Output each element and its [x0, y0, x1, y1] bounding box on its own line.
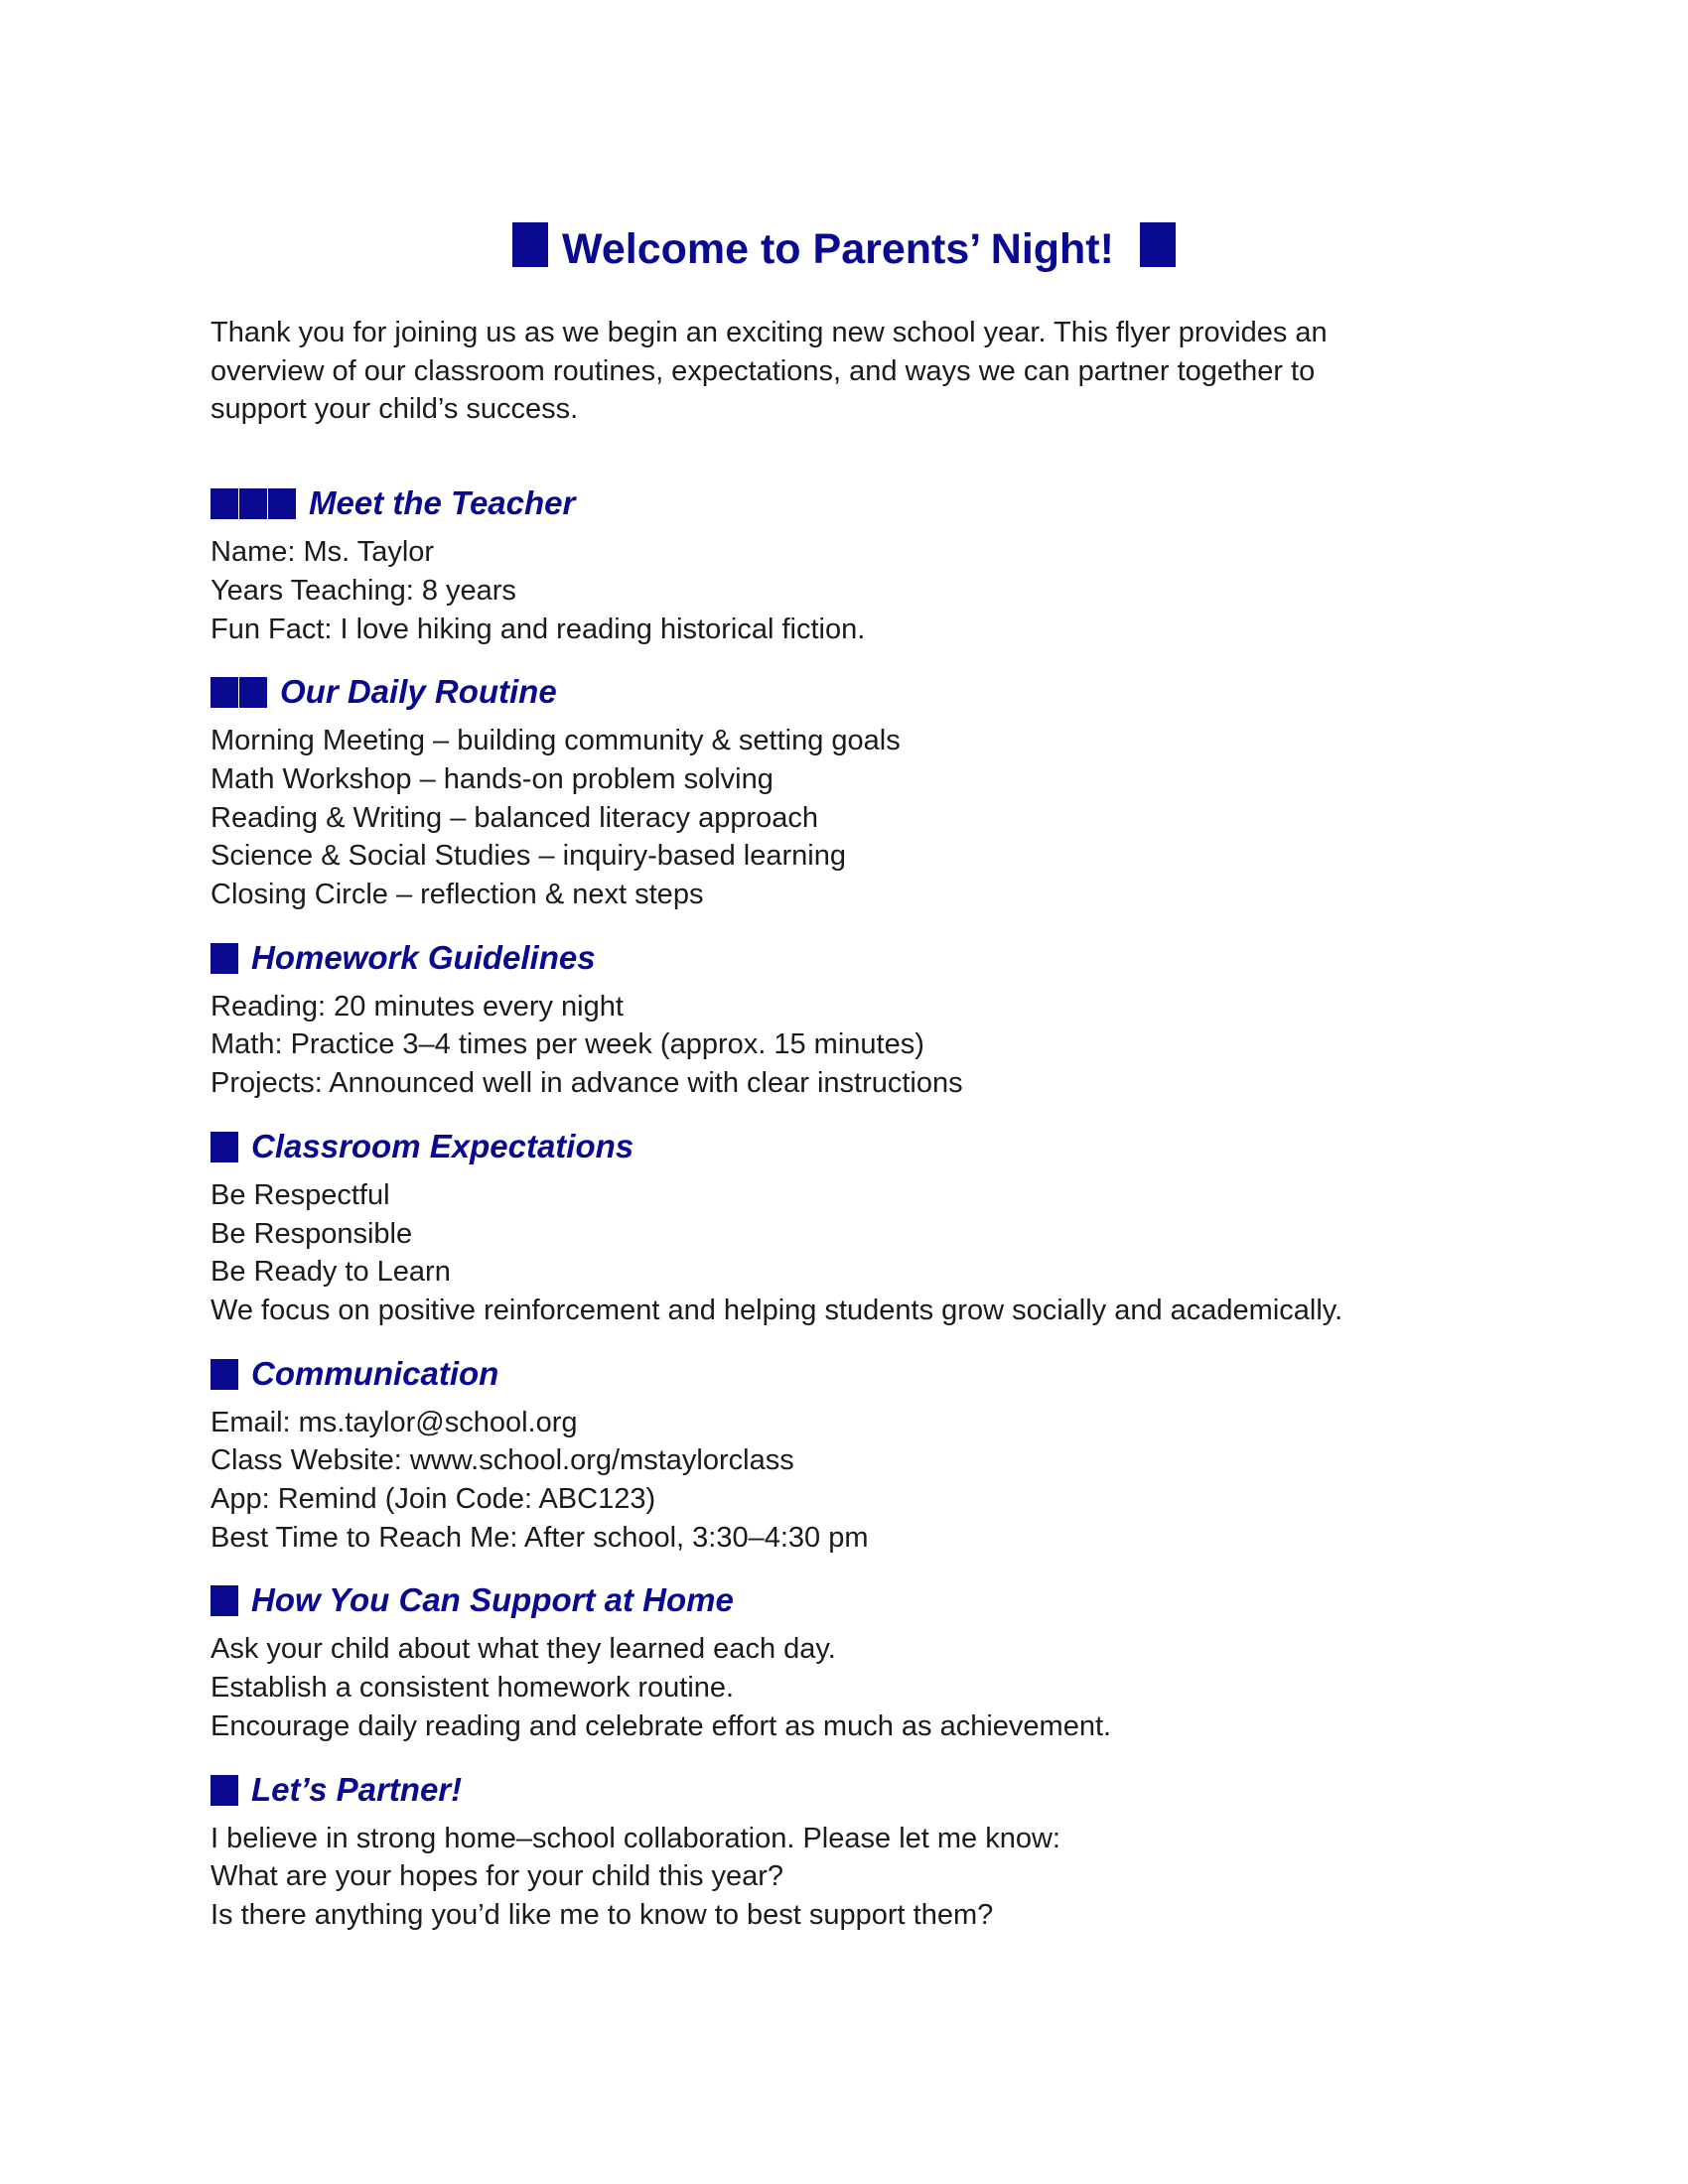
- section-body-line: What are your hopes for your child this year?: [211, 1860, 784, 1893]
- heading-emoji-boxes: [211, 484, 297, 521]
- section-heading: [211, 1768, 1477, 1812]
- section-body: [211, 988, 1477, 1103]
- heading-emoji-boxes: [211, 673, 268, 710]
- emoji-box-icon: [211, 943, 238, 974]
- emoji-box-icon: [211, 1359, 238, 1390]
- section-body-line: Ask your child about what they learned each day.: [211, 1633, 836, 1666]
- section-body-line: Morning Meeting – building community & setting goals: [211, 725, 901, 757]
- section-body-line: Establish a consistent homework routine.: [211, 1672, 735, 1705]
- section-body: [211, 533, 1477, 648]
- section-heading-text: Classroom Expectations: [251, 1127, 634, 1164]
- emoji-box-icon: [211, 1132, 238, 1162]
- title-trailing-emoji-boxes: [1114, 225, 1176, 273]
- section-body-line: Science & Social Studies – inquiry-based learning: [211, 840, 846, 873]
- section-body-line: Email: ms.taylor@school.org: [211, 1406, 578, 1438]
- intro-paragraph: [211, 314, 1477, 429]
- section-body-line: Be Responsible: [211, 1217, 413, 1250]
- section-body: [211, 722, 1477, 914]
- heading-emoji-boxes: [211, 1771, 239, 1808]
- section-body-line: Math Workshop – hands-on problem solving: [211, 762, 774, 795]
- emoji-box-icon: [512, 222, 548, 267]
- section-body-line: I believe in strong home–school collaboration. Please let me know:: [211, 1822, 1060, 1854]
- intro-line: overview of our classroom routines, expectations, and ways we can partner together to: [211, 354, 1316, 387]
- section: [211, 1578, 1477, 1745]
- section: [211, 936, 1477, 1103]
- section-body-line: Reading: 20 minutes every night: [211, 990, 624, 1023]
- section-body-line: Be Respectful: [211, 1178, 390, 1211]
- document-title-text: Welcome to Parents’ Night!: [562, 225, 1114, 273]
- section-heading: [211, 936, 1477, 980]
- section: [211, 1125, 1477, 1330]
- section-body-line: Name: Ms. Taylor: [211, 536, 435, 569]
- emoji-box-icon: [239, 488, 267, 519]
- section-body-line: Math: Practice 3–4 times per week (approx. 15 minutes): [211, 1028, 924, 1061]
- section-body: [211, 1176, 1477, 1330]
- heading-emoji-boxes: [211, 939, 239, 976]
- section-body: [211, 1630, 1477, 1745]
- heading-emoji-boxes: [211, 1355, 239, 1392]
- section: [211, 670, 1477, 914]
- section-body-line: Is there anything you’d like me to know to best support them?: [211, 1898, 994, 1931]
- sections-container: [211, 481, 1477, 1935]
- section-body-line: Encourage daily reading and celebrate effort as much as achievement.: [211, 1709, 1112, 1742]
- section-body-line: We focus on positive reinforcement and helping students grow socially and academically.: [211, 1294, 1343, 1326]
- heading-emoji-boxes: [211, 1128, 239, 1164]
- section-heading-text: Communication: [251, 1354, 499, 1392]
- section-heading-text: Let’s Partner!: [251, 1770, 463, 1808]
- section-body-line: Closing Circle – reflection & next steps: [211, 879, 704, 911]
- intro-line: Thank you for joining us as we begin an exciting new school year. This flyer provides an: [211, 317, 1328, 348]
- section-heading-text: Our Daily Routine: [280, 673, 557, 711]
- section-body-line: Years Teaching: 8 years: [211, 574, 516, 607]
- section-heading: [211, 670, 1477, 714]
- section-heading-text: Homework Guidelines: [251, 938, 596, 976]
- section-body: [211, 1404, 1477, 1558]
- section-body-line: Reading & Writing – balanced literacy approach: [211, 801, 819, 834]
- intro-line: support your child’s success.: [211, 393, 579, 426]
- section-body-line: Class Website: www.school.org/mstaylorclass: [211, 1444, 794, 1477]
- title-leading-emoji-boxes: [512, 225, 562, 273]
- emoji-box-icon: [211, 1775, 238, 1806]
- section-heading: [211, 481, 1477, 525]
- section: [211, 481, 1477, 648]
- section-heading-text: How You Can Support at Home: [251, 1581, 734, 1619]
- section: [211, 1352, 1477, 1558]
- section-heading: [211, 1578, 1477, 1622]
- section-body-line: Fun Fact: I love hiking and reading historical fiction.: [211, 613, 866, 645]
- emoji-box-icon: [211, 1585, 238, 1616]
- document-title: [211, 220, 1477, 278]
- section-body-line: App: Remind (Join Code: ABC123): [211, 1483, 656, 1516]
- heading-emoji-boxes: [211, 1581, 239, 1618]
- section-body-line: Projects: Announced well in advance with clear instructions: [211, 1067, 963, 1100]
- section-body-line: Be Ready to Learn: [211, 1256, 451, 1289]
- section-heading: [211, 1125, 1477, 1168]
- emoji-box-icon: [211, 488, 238, 519]
- section-body-line: Best Time to Reach Me: After school, 3:30–4:30 pm: [211, 1521, 869, 1554]
- section-body: [211, 1820, 1477, 1935]
- emoji-box-icon: [1140, 222, 1176, 267]
- section-heading-text: Meet the Teacher: [309, 484, 576, 522]
- emoji-box-icon: [239, 677, 267, 708]
- emoji-box-icon: [211, 677, 238, 708]
- section: [211, 1768, 1477, 1935]
- emoji-box-icon: [268, 488, 296, 519]
- section-heading: [211, 1352, 1477, 1396]
